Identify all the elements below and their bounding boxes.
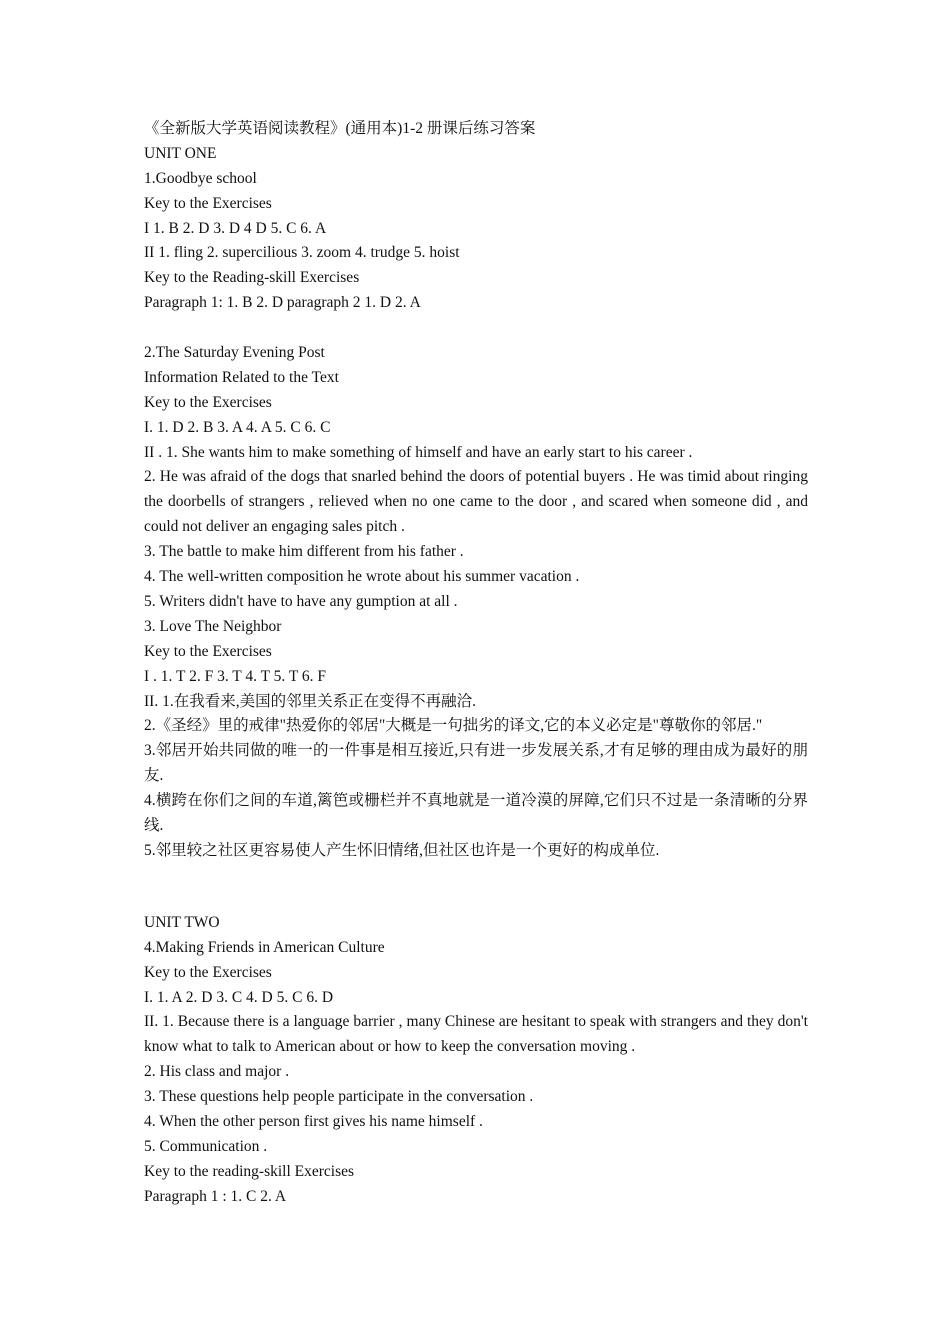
section-2-title: 2.The Saturday Evening Post [144,344,325,362]
section-3-exercise-1: I . 1. T 2. F 3. T 4. T 5. T 6. F [144,667,327,685]
section-3-translation-3: 3.邻居开始共同做的唯一的一件事是相互接近,只有进一步发展关系,才有足够的理由成为最好的朋友. [144,742,808,785]
section-2-answer-5: 5. Writers didn't have to have any gumption at all . [144,592,458,610]
section-2-key-label: Key to the Exercises [144,393,272,411]
section-4-answer-1: II. 1. Because there is a language barrier , many Chinese are hesitant to speak with strangers and they don't know what to talk to American about or how to keep the conversation moving . [144,1013,808,1056]
section-3-key-label: Key to the Exercises [144,642,272,660]
section-4-reading-skill-answers: Paragraph 1 : 1. C 2. A [144,1187,287,1205]
unit-one-heading: UNIT ONE [144,144,217,162]
section-4-reading-skill-label: Key to the reading-skill Exercises [144,1162,355,1180]
section-4-answer-3: 3. These questions help people participate in the conversation . [144,1088,534,1106]
section-2-answer-1: II . 1. She wants him to make something of himself and have an early start to his career . [144,443,693,461]
spacer [144,864,808,911]
section-2-exercise-1: I. 1. D 2. B 3. A 4. A 5. C 6. C [144,418,331,436]
section-2-answer-4: 4. The well-written composition he wrote about his summer vacation . [144,568,580,586]
section-1-exercise-1: I 1. B 2. D 3. D 4 D 5. C 6. A [144,219,327,237]
spacer [144,316,808,341]
section-3-translation-4: 4.横跨在你们之间的车道,篱笆或栅栏并不真地就是一道冷漠的屏障,它们只不过是一条清晰的分界线. [144,792,808,835]
section-4-answer-5: 5. Communication . [144,1137,268,1155]
section-1-reading-skill-answers: Paragraph 1: 1. B 2. D paragraph 2 1. D 2. A [144,294,421,312]
section-4-title: 4.Making Friends in American Culture [144,938,385,956]
section-2-info-label: Information Related to the Text [144,368,339,386]
section-1-reading-skill-label: Key to the Reading-skill Exercises [144,269,360,287]
section-4-exercise-1: I. 1. A 2. D 3. C 4. D 5. C 6. D [144,988,334,1006]
section-3-translation-5: 5.邻里较之社区更容易使人产生怀旧情绪,但社区也许是一个更好的构成单位. [144,841,660,859]
document-title: 《全新版大学英语阅读教程》(通用本)1-2 册课后练习答案 [144,120,536,137]
section-4-key-label: Key to the Exercises [144,963,272,981]
section-4-answer-4: 4. When the other person first gives his name himself . [144,1112,483,1130]
section-3-translation-2: 2.《圣经》里的戒律"热爱你的邻居"大概是一句拙劣的译文,它的本义必定是"尊敬你的邻居." [144,717,763,735]
unit-two-heading: UNIT TWO [144,913,220,931]
section-1-key-label: Key to the Exercises [144,194,272,212]
section-1-exercise-2: II 1. fling 2. supercilious 3. zoom 4. trudge 5. hoist [144,244,460,262]
section-1-title: 1.Goodbye school [144,169,257,187]
section-3-title: 3. Love The Neighbor [144,617,282,635]
document-page [144,117,808,1210]
section-2-answer-2: 2. He was afraid of the dogs that snarled behind the doors of potential buyers . He was timid about ringing the doorbells of strangers , relieved when no one came to the door , and scared when someone did , and could not deliver an engaging sales pitch . [144,468,808,536]
section-3-translation-1: II. 1.在我看来,美国的邻里关系正在变得不再融洽. [144,692,476,710]
section-2-answer-3: 3. The battle to make him different from his father . [144,543,464,561]
section-4-answer-2: 2. His class and major . [144,1063,290,1081]
